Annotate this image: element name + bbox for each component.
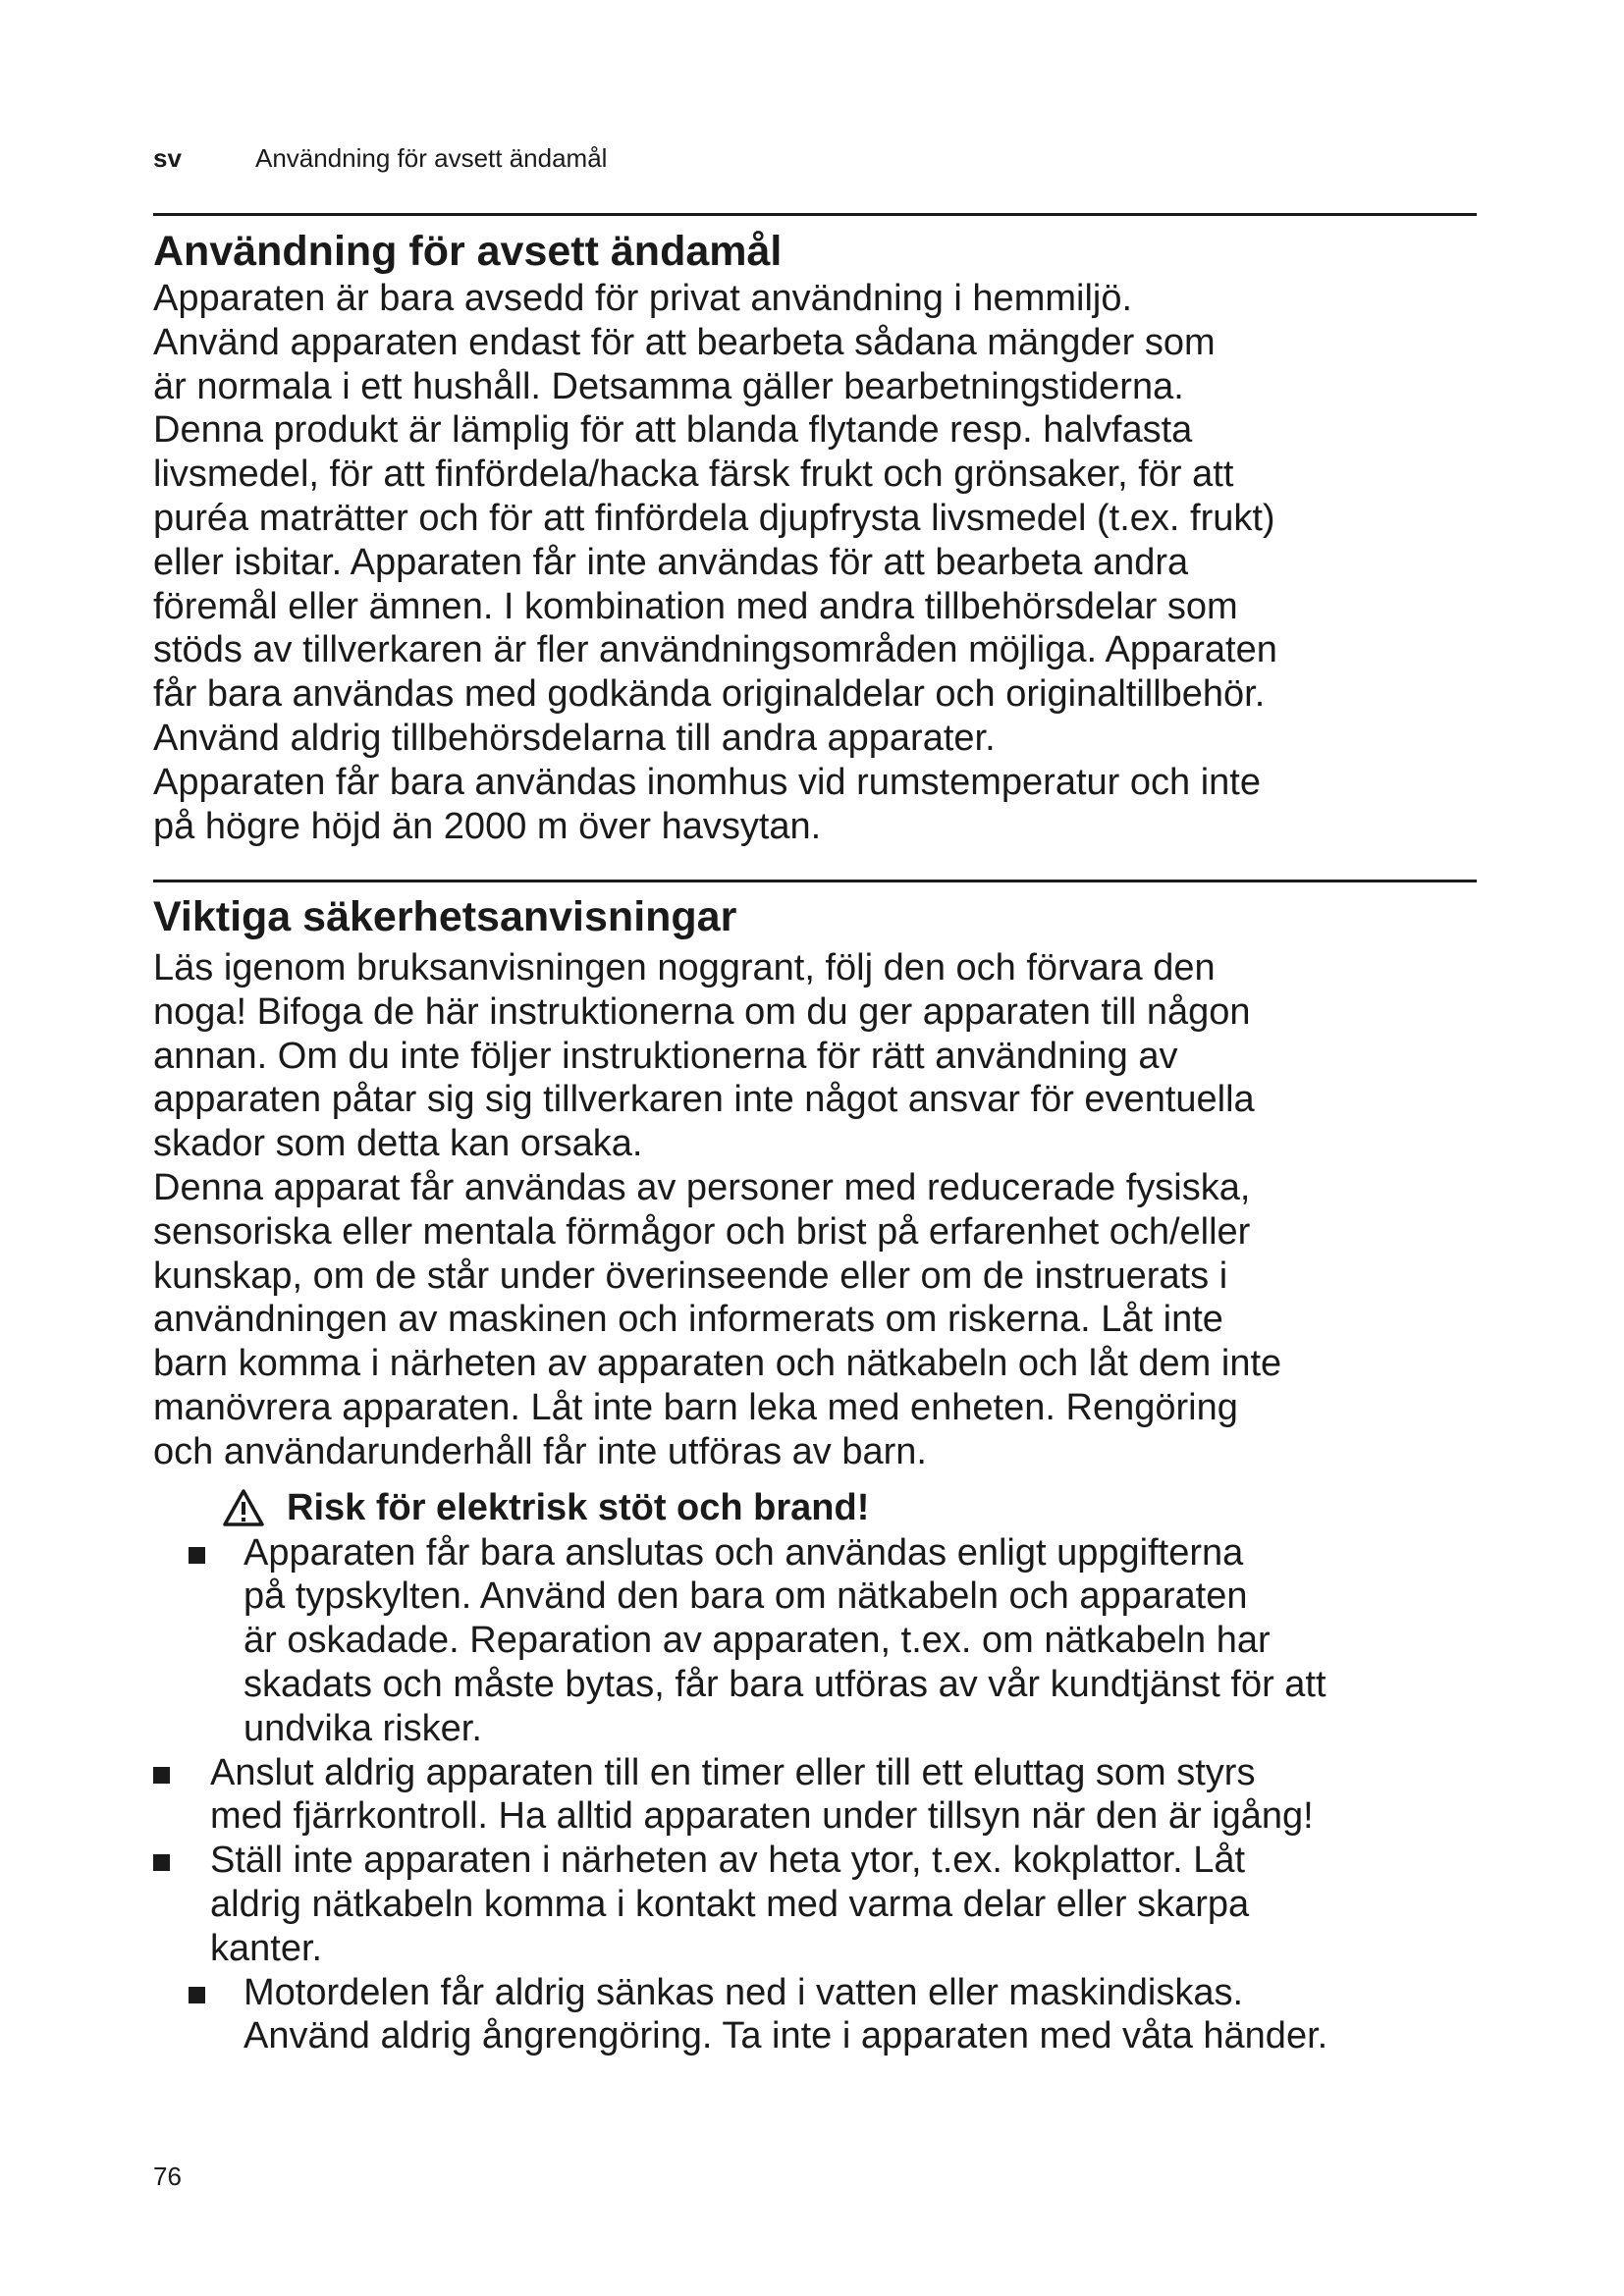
section-heading-safety: Viktiga säkerhetsanvisningar <box>153 893 737 940</box>
list-item <box>192 1971 1489 2059</box>
text-line: Ställ inte apparaten i närheten av heta ytor, t.ex. kokplattor. Låt <box>210 1840 1246 1882</box>
text-line: manövrera apparaten. Låt inte barn leka med enheten. Rengöring <box>153 1386 1238 1428</box>
text-line: Denna apparat får användas av personer med reducerade fysiska, <box>153 1166 1251 1208</box>
text-line: apparaten påtar sig sig tillverkaren inte något ansvar för eventuella <box>153 1079 1255 1121</box>
page-number: 76 <box>153 2162 182 2191</box>
text-line: är oskadade. Reparation av apparaten, t.ex. om nätkabeln har <box>244 1620 1271 1662</box>
text-line: Använd aldrig tillbehörsdelarna till andra apparater. <box>153 717 996 759</box>
text-line: får bara användas med godkända originaldelar och originaltillbehör. <box>153 673 1266 716</box>
text-line: sensoriska eller mentala förmågor och brist på erfarenhet och/eller <box>153 1210 1251 1253</box>
text-line: användningen av maskinen och informerats om riskerna. Låt inte <box>153 1299 1223 1341</box>
text-line: Använd aldrig ångrengöring. Ta inte i apparaten med våta händer. <box>244 2015 1328 2057</box>
text-line: på högre höjd än 2000 m över havsytan. <box>153 805 822 847</box>
text-line: Denna produkt är lämplig för att blanda flytande resp. halvfasta <box>153 409 1193 452</box>
text-line: och användarunderhåll får inte utföras av barn. <box>153 1430 927 1472</box>
text-line: skador som detta kan orsaka. <box>153 1123 643 1165</box>
section-heading-intended-use: Användning för avsett ändamål <box>153 228 783 275</box>
text-line: livsmedel, för att finfördela/hacka färsk frukt och grönsaker, för att <box>153 454 1234 496</box>
safety-text <box>153 946 1489 1474</box>
section-rule <box>153 880 1477 882</box>
text-line: Apparaten får bara anslutas och användas enligt uppgifterna <box>244 1531 1244 1574</box>
bullet-square-icon <box>153 1854 170 1871</box>
text-line: barn komma i närheten av apparaten och nätkabeln och låt dem inte <box>153 1343 1282 1385</box>
text-line: med fjärrkontroll. Ha alltid apparaten under tillsyn när den är igång! <box>210 1795 1314 1838</box>
text-line: undvika risker. <box>244 1707 482 1749</box>
safety-bullet-list <box>153 1531 1489 2059</box>
running-header-title: Användning för avsett ändamål <box>255 143 608 173</box>
warning-triangle-icon <box>222 1488 265 1527</box>
text-line: stöds av tillverkaren är fler användningsområden möjliga. Apparaten <box>153 629 1277 671</box>
warning-title: Risk för elektrisk stöt och brand! <box>287 1486 870 1528</box>
text-line: eller isbitar. Apparaten får inte användas för att bearbeta andra <box>153 541 1189 583</box>
text-line: Apparaten får bara användas inomhus vid rumstemperatur och inte <box>153 761 1261 803</box>
text-line: kanter. <box>210 1927 323 1969</box>
list-item <box>153 1839 1489 1970</box>
text-line: kunskap, om de står under överinseende eller om de instruerats i <box>153 1255 1228 1297</box>
running-header <box>153 143 607 174</box>
text-line: Läs igenom bruksanvisningen noggrant, följ den och förvara den <box>153 947 1216 988</box>
text-line: föremål eller ämnen. I kombination med andra tillbehörsdelar som <box>153 585 1238 627</box>
text-line: puréa maträtter och för att finfördela djupfrysta livsmedel (t.ex. frukt) <box>153 497 1275 539</box>
bullet-square-icon <box>189 1987 205 2003</box>
list-item <box>192 1531 1489 1751</box>
text-line: är normala i ett hushåll. Detsamma gäller bearbetningstiderna. <box>153 365 1184 407</box>
bullet-square-icon <box>189 1547 205 1564</box>
warning-heading <box>222 1484 1489 1531</box>
text-line: Anslut aldrig apparaten till en timer eller till ett eluttag som styrs <box>210 1751 1256 1793</box>
text-line: noga! Bifoga de här instruktionerna om du ger apparaten till någon <box>153 990 1251 1033</box>
list-item <box>153 1751 1489 1840</box>
language-code: sv <box>153 143 182 173</box>
text-line: Motordelen får aldrig sänkas ned i vatten eller maskindiskas. <box>244 1971 1244 2013</box>
intended-use-text <box>153 277 1489 848</box>
section-intended-use <box>153 228 1489 848</box>
text-line: Apparaten är bara avsedd för privat användning i hemmiljö. <box>153 278 1133 319</box>
text-line: aldrig nätkabeln komma i kontakt med varma delar eller skarpa <box>210 1883 1250 1925</box>
header-rule <box>153 213 1477 216</box>
text-line: på typskylten. Använd den bara om nätkabeln och apparaten <box>244 1575 1248 1618</box>
bullet-square-icon <box>153 1767 170 1784</box>
text-line: Använd apparaten endast för att bearbeta sådana mängder som <box>153 321 1216 363</box>
text-line: skadats och måste bytas, får bara utföras av vår kundtjänst för att <box>244 1663 1326 1705</box>
text-line: annan. Om du inte följer instruktionerna för rätt användning av <box>153 1035 1178 1077</box>
section-safety-instructions <box>153 893 1489 2058</box>
